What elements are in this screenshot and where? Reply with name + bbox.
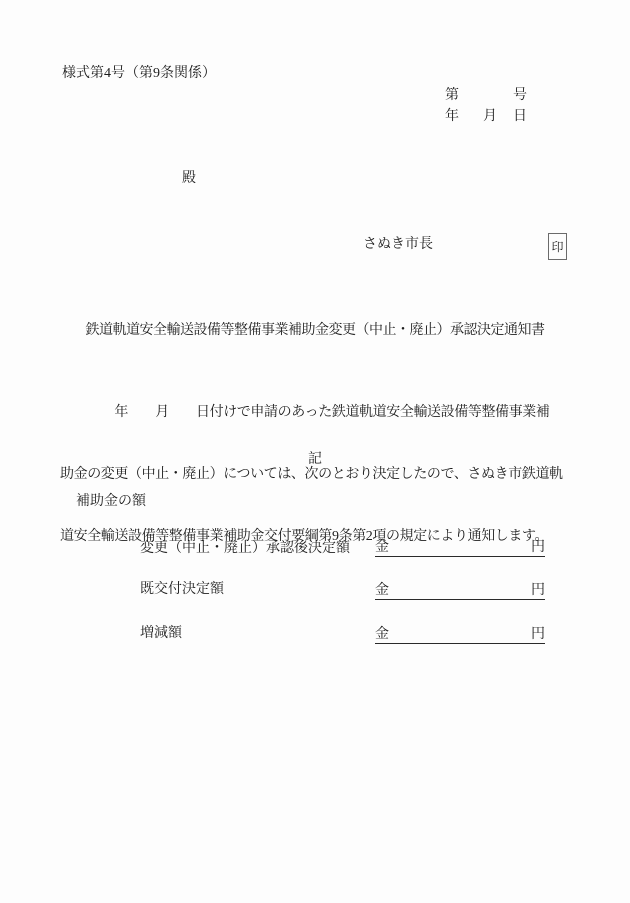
amount-value-blank — [389, 627, 531, 643]
currency-prefix: 金 — [375, 583, 389, 598]
list-marker: 記 — [308, 452, 322, 467]
currency-suffix: 円 — [531, 627, 545, 642]
document-title: 鉄道軌道安全輸送設備等整備事業補助金変更（中止・廃止）承認決定通知書 — [85, 323, 545, 338]
amount-value-blank — [389, 540, 531, 556]
currency-suffix: 円 — [531, 583, 545, 598]
amount-row-label: 既交付決定額 — [140, 582, 224, 597]
amount-value-blank — [389, 583, 531, 599]
amount-field — [375, 627, 545, 644]
amount-row-label: 変更（中止・廃止）承認後決定額 — [140, 541, 350, 556]
seal-box — [548, 233, 567, 260]
form-number: 様式第4号（第9条関係） — [62, 66, 216, 81]
issuer-name: さぬき市長 — [363, 237, 433, 252]
body-line: 道安全輸送設備等整備事業補助金交付要綱第9条第2項の規定により通知します。 — [60, 529, 549, 544]
amount-field — [375, 540, 545, 557]
date-month-label: 月 — [483, 109, 497, 124]
addressee-honorific: 殿 — [182, 171, 196, 186]
currency-prefix: 金 — [375, 627, 389, 642]
currency-suffix: 円 — [531, 540, 545, 555]
section-heading: 補助金の額 — [76, 494, 146, 509]
currency-prefix: 金 — [375, 540, 389, 555]
body-line: 年 月 日付けで申請のあった鉄道軌道安全輸送設備等整備事業補 — [60, 405, 550, 420]
date-day-label: 日 — [513, 109, 527, 124]
amount-field — [375, 583, 545, 600]
seal-mark: 印 — [551, 239, 564, 254]
doc-number-prefix: 第 — [445, 88, 459, 103]
date-year-label: 年 — [445, 109, 459, 124]
body-line: 助金の変更（中止・廃止）については、次のとおり決定したので、さぬき市鉄道軌 — [60, 467, 563, 482]
amount-row-label: 増減額 — [140, 626, 182, 641]
doc-number-suffix: 号 — [513, 88, 527, 103]
